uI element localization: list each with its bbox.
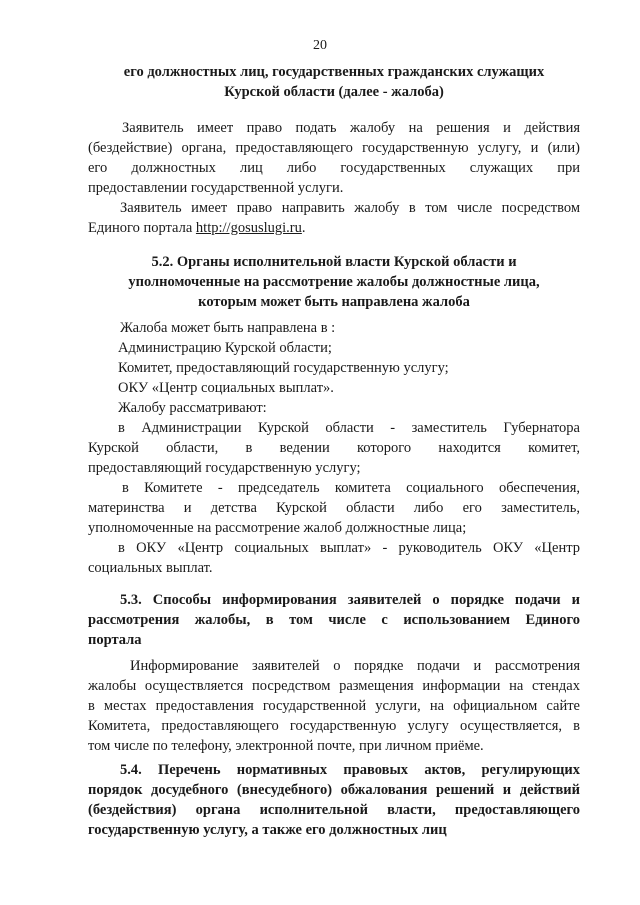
heading-line: его должностных лиц, государственных гражданских служащих — [123, 64, 545, 80]
list-item: Жалоба может быть направлена в : — [120, 320, 336, 336]
heading-continuation — [88, 62, 580, 102]
heading-line: 5.3. Способы информирования заявителей о порядке подачи и — [120, 592, 580, 608]
heading-line: (бездействия) органа исполнительной власти, предоставляющего — [88, 802, 580, 818]
heading-line: которым может быть направлена жалоба — [198, 294, 470, 310]
text-line: (бездействие) органа, предоставляющего государственную услугу, и (или) — [88, 140, 580, 156]
heading-line: Курской области (далее - жалоба) — [224, 84, 444, 100]
text-line: в Администрации Курской области - заместитель Губернатора — [118, 420, 580, 436]
heading-line: порядок досудебного (внесудебного) обжалования решений и действий — [88, 782, 580, 798]
list-item: ОКУ «Центр социальных выплат». — [118, 380, 334, 396]
heading-line: 5.2. Органы исполнительной власти Курской области и — [151, 254, 517, 270]
list-item: Администрацию Курской области; — [118, 340, 332, 356]
list-item: Комитет, предоставляющий государственную услугу; — [118, 360, 449, 376]
text-line: в ОКУ «Центр социальных выплат» - руководитель ОКУ «Центр — [118, 540, 580, 556]
text-line: предоставлении государственной услуги. — [88, 180, 344, 196]
paragraph-informing — [88, 656, 580, 756]
text-line: в местах предоставления государственной услуги, на официальном сайте — [88, 698, 580, 714]
paragraph-portal — [88, 198, 580, 238]
section-5-2-heading — [88, 252, 580, 312]
text-line: социальных выплат. — [88, 560, 213, 576]
text-line: материнства и детства Курской области либо его заместитель, — [88, 500, 580, 516]
heading-line: уполномоченные на рассмотрение жалобы должностные лица, — [128, 274, 540, 290]
text-line: жалобы осуществляется посредством размещения информации на стендах — [88, 678, 580, 694]
text-line: Заявитель имеет право подать жалобу на решения и действия — [122, 120, 580, 136]
text-line: Комитета, предоставляющего государственную услугу осуществляется, в — [88, 718, 580, 734]
gosuslugi-link[interactable]: http://gosuslugi.ru — [195, 220, 302, 236]
section-5-3-heading — [88, 590, 580, 650]
page-number: 20 — [313, 38, 327, 53]
list-item: Жалобу рассматривают: — [118, 400, 267, 416]
paragraph-right-to-complain — [88, 118, 580, 198]
text-fragment: . — [301, 220, 306, 236]
text-line: Курской области, в ведении которого находится комитет, — [88, 440, 580, 456]
paragraph-admin-reviewer — [88, 418, 580, 478]
text-line: Заявитель имеет право направить жалобу в том числе посредством — [120, 200, 580, 216]
text-fragment: Единого портала — [88, 220, 196, 236]
text-line — [88, 218, 580, 238]
text-line: в Комитете - председатель комитета социального обеспечения, — [122, 480, 580, 496]
heading-line: рассмотрения жалобы, в том числе с использованием Единого — [88, 612, 580, 628]
text-line: Информирование заявителей о порядке подачи и рассмотрения — [130, 658, 580, 674]
paragraph-oku-reviewer — [88, 538, 580, 578]
heading-line: 5.4. Перечень нормативных правовых актов, регулирующих — [120, 762, 580, 778]
heading-line: государственную услугу, а также его должностных лиц — [88, 822, 447, 838]
section-5-4-heading — [88, 760, 580, 840]
text-line: предоставляющий государственную услугу; — [88, 460, 361, 476]
text-line: его должностных лиц либо государственных служащих при — [88, 160, 580, 176]
paragraph-committee-reviewer — [88, 478, 580, 538]
text-line: уполномоченные на рассмотрение жалоб должностные лица; — [88, 520, 467, 536]
section-5-2-list — [88, 318, 580, 418]
heading-line: портала — [88, 632, 142, 648]
text-line: том числе по телефону, электронной почте, при личном приёме. — [88, 738, 484, 754]
